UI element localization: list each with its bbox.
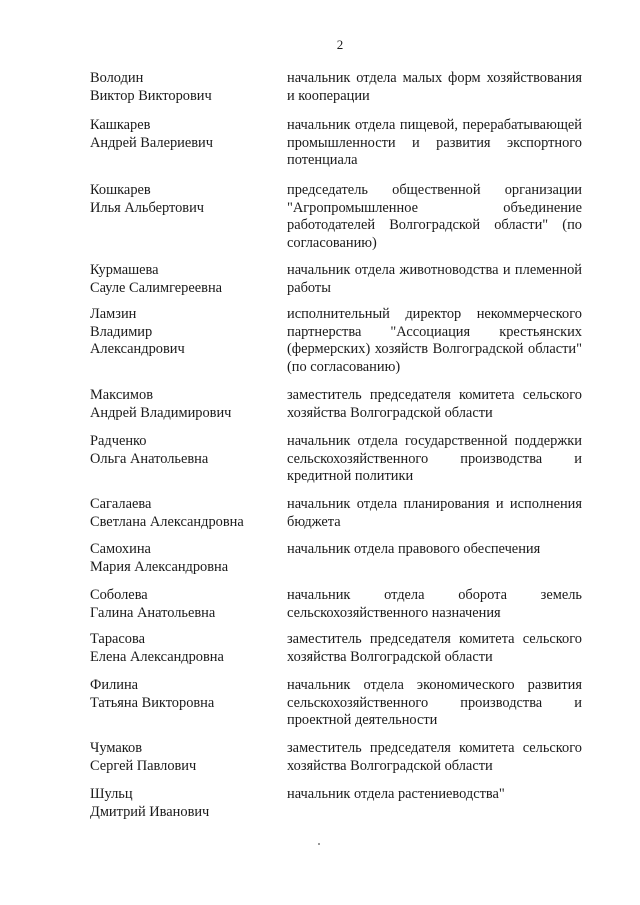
member-name [90,433,280,468]
member-given-name: Владимир [90,323,153,340]
member-role: начальник отдела планирования и исполнения бюджета [287,496,582,530]
member-name [90,306,280,359]
member-given-name: Светлана Александровна [90,513,244,530]
member-role: исполнительный директор некоммерческого партнерства "Ассоциация крестьянских (фермерских) хозяйств Волгоградской области" (по согласованию) [287,306,582,375]
member-surname: Кошкарев [90,182,151,198]
member-name [90,496,280,531]
member-given-name: Дмитрий Иванович [90,803,210,820]
member-given-name: Андрей Владимирович [90,404,232,421]
member-patronymic: Александрович [90,341,185,358]
member-surname: Курмашева [90,262,159,278]
member-surname: Сагалаева [90,496,152,512]
member-role: заместитель председателя комитета сельского хозяйства Волгоградской области [287,387,582,421]
member-role: начальник отдела экономического развития сельскохозяйственного производства и проектной деятельности [287,677,582,729]
member-given-name: Сергей Павлович [90,757,197,774]
member-name [90,262,280,297]
member-surname: Шульц [90,786,133,802]
scan-speck [318,843,320,845]
member-given-name: Елена Александровна [90,648,224,665]
page-number: 2 [336,37,344,52]
member-given-name: Ольга Анатольевна [90,450,209,467]
member-name [90,117,280,152]
member-surname: Володин [90,70,144,86]
member-given-name: Татьяна Викторовна [90,694,215,711]
member-given-name: Виктор Викторович [90,87,212,104]
member-surname: Кашкарев [90,117,151,133]
member-given-name: Галина Анатольевна [90,604,216,621]
member-name [90,677,280,712]
member-given-name: Сауле Салимгереевна [90,279,223,296]
member-role: заместитель председателя комитета сельского хозяйства Волгоградской области [287,631,582,665]
member-name [90,387,280,422]
member-role: начальник отдела пищевой, перерабатывающей промышленности и развития экспортного потенциала [287,117,582,169]
member-surname: Филина [90,677,139,693]
member-given-name: Мария Александровна [90,558,229,575]
member-name [90,587,280,622]
member-surname: Ламзин [90,306,137,322]
member-surname: Тарасова [90,631,145,647]
member-given-name: Илья Альбертович [90,199,205,216]
member-name [90,631,280,666]
member-name [90,786,280,821]
member-role: председатель общественной организации "Агропромышленное объединение работодателей Волгоградской области" (по согласованию) [287,182,582,251]
member-name [90,182,280,217]
member-surname: Максимов [90,387,154,403]
member-role: начальник отдела малых форм хозяйствования и кооперации [287,70,582,104]
member-name [90,541,280,576]
member-role: начальник отдела государственной поддержки сельскохозяйственного производства и кредитной политики [287,433,582,485]
member-given-name: Андрей Валериевич [90,134,213,151]
member-role: начальник отдела растениеводства" [287,786,505,802]
member-surname: Соболева [90,587,148,603]
member-role: начальник отдела животноводства и племенной работы [287,262,582,296]
member-role: заместитель председателя комитета сельского хозяйства Волгоградской области [287,740,582,774]
member-name [90,70,280,105]
member-role: начальник отдела правового обеспечения [287,541,541,557]
member-surname: Самохина [90,541,151,557]
member-name [90,740,280,775]
member-surname: Чумаков [90,740,143,756]
member-surname: Радченко [90,433,147,449]
member-role: начальник отдела оборота земель сельскохозяйственного назначения [287,587,582,621]
